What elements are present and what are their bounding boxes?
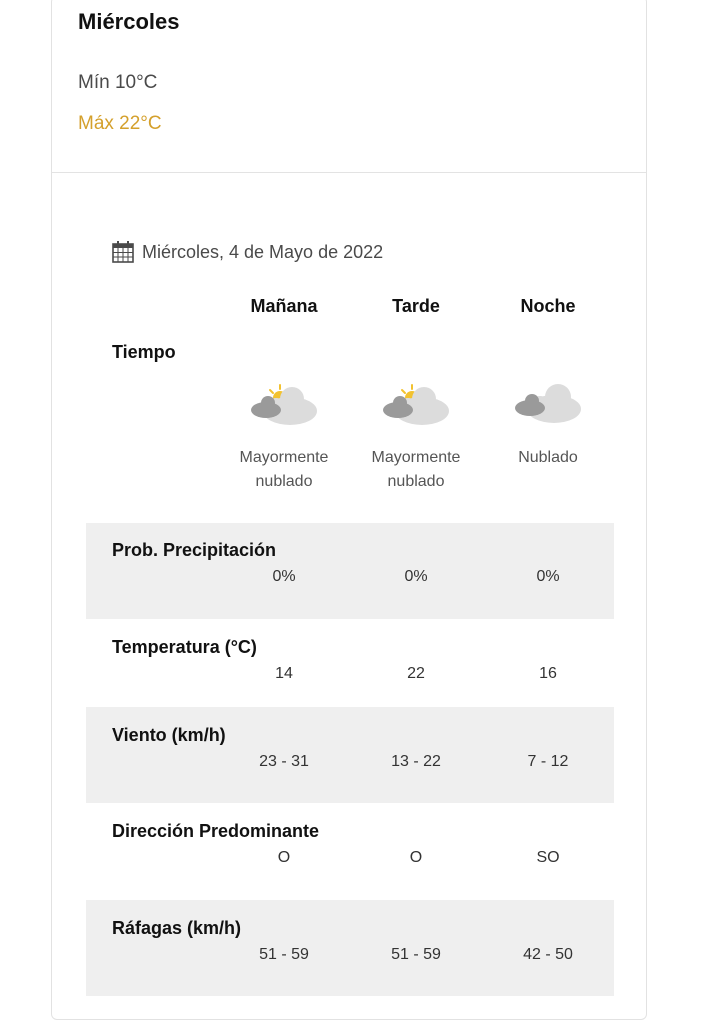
temperature-night: 16 xyxy=(539,665,557,682)
row-label-gusts: Ráfagas (km/h) xyxy=(112,918,242,938)
direction-morning: O xyxy=(277,849,291,866)
forecast-card xyxy=(51,0,647,1020)
row-label-direction: Dirección Predominante xyxy=(112,821,320,841)
precipitation-morning: 0% xyxy=(272,568,296,585)
temperature-morning: 14 xyxy=(275,665,293,682)
max-temperature: Máx 22°C xyxy=(78,113,162,134)
gusts-night: 42 - 50 xyxy=(523,946,573,963)
calendar-icon xyxy=(111,240,135,264)
column-header-afternoon: Tarde xyxy=(392,296,440,316)
wind-afternoon: 13 - 22 xyxy=(391,753,441,770)
day-summary[interactable] xyxy=(52,0,646,173)
partly-cloudy-sun-icon xyxy=(246,381,322,429)
row-label-precipitation: Prob. Precipitación xyxy=(112,540,277,560)
condition-morning-line2: nublado xyxy=(255,473,313,490)
day-name: Miércoles xyxy=(78,9,180,34)
condition-night xyxy=(488,446,608,470)
direction-afternoon: O xyxy=(409,849,423,866)
precipitation-afternoon: 0% xyxy=(404,568,428,585)
column-header-morning: Mañana xyxy=(250,296,318,316)
temperature-afternoon: 22 xyxy=(407,665,425,682)
gusts-morning: 51 - 59 xyxy=(259,946,309,963)
wind-night: 7 - 12 xyxy=(527,753,569,770)
condition-morning-line1: Mayormente xyxy=(239,449,329,466)
min-temperature: Mín 10°C xyxy=(78,72,158,93)
gusts-afternoon: 51 - 59 xyxy=(391,946,441,963)
condition-afternoon xyxy=(356,446,476,494)
partly-cloudy-sun-icon xyxy=(378,381,454,429)
column-header-night: Noche xyxy=(520,296,576,316)
condition-morning xyxy=(224,446,344,494)
condition-afternoon-line2: nublado xyxy=(387,473,445,490)
direction-night: SO xyxy=(536,849,560,866)
row-label-wind: Viento (km/h) xyxy=(112,725,226,745)
condition-afternoon-line1: Mayormente xyxy=(371,449,461,466)
wind-morning: 23 - 31 xyxy=(259,753,309,770)
forecast-date xyxy=(111,240,383,264)
condition-night-line1: Nublado xyxy=(518,449,578,466)
weather-row-label: Tiempo xyxy=(112,342,176,362)
forecast-date-text: Miércoles, 4 de Mayo de 2022 xyxy=(142,241,384,262)
precipitation-night: 0% xyxy=(536,568,560,585)
row-label-temperature: Temperatura (°C) xyxy=(112,637,257,657)
cloudy-icon xyxy=(510,381,586,429)
